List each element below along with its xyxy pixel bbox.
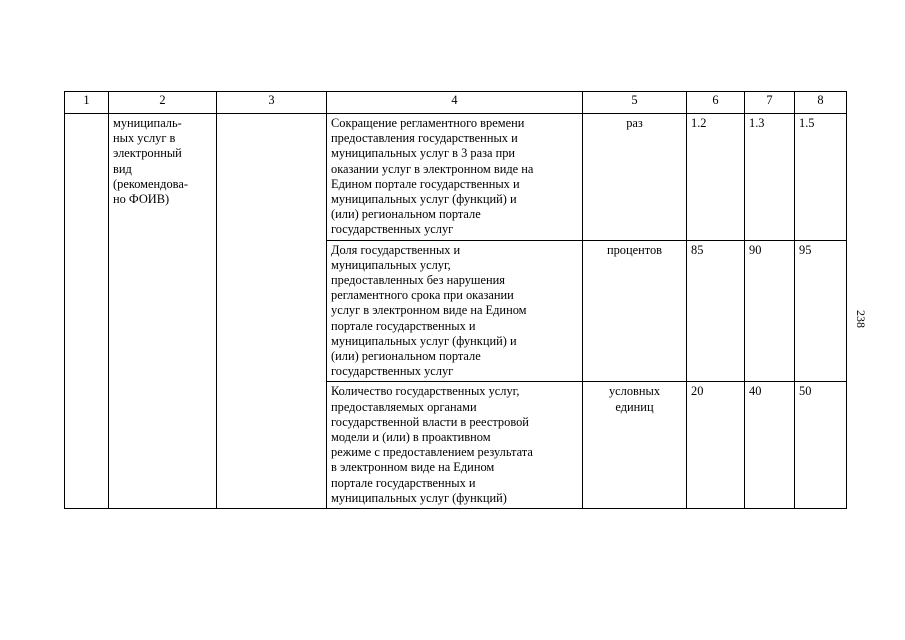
value-cell-6: 85: [687, 240, 745, 382]
header-cell-8: 8: [795, 92, 847, 114]
indicator-cell: Доля государственных и муниципальных услуг, предоставленных без нарушения регламентного срока при оказании услуг в электронном виде на Едином портале государственных и муниципальных услуг (функций) и (или) региональном портале государственных услуг: [327, 240, 583, 382]
header-cell-4: 4: [327, 92, 583, 114]
indicators-table: [64, 91, 847, 509]
header-cell-2: 2: [109, 92, 217, 114]
col3-cell: [217, 114, 327, 509]
col1-cell: [65, 114, 109, 509]
header-cell-6: 6: [687, 92, 745, 114]
value-cell-6: 1.2: [687, 114, 745, 241]
indicator-cell: Сокращение регламентного времени предоставления государственных и муниципальных услуг в 3 раза при оказании услуг в электронном виде на Едином портале государственных и муниципальных услуг (функций) и (или) региональном портале государственных услуг: [327, 114, 583, 241]
value-cell-8: 1.5: [795, 114, 847, 241]
value-cell-6: 20: [687, 382, 745, 509]
value-cell-7: 40: [745, 382, 795, 509]
unit-cell: раз: [583, 114, 687, 241]
value-cell-8: 50: [795, 382, 847, 509]
value-cell-7: 1.3: [745, 114, 795, 241]
indicator-cell: Количество государственных услуг, предоставляемых органами государственной власти в реестровой модели и (или) в проактивном режиме с предоставлением результата в электронном виде на Едином портале государственных и муниципальных услуг (функций): [327, 382, 583, 509]
header-cell-1: 1: [65, 92, 109, 114]
service-type-cell: муниципаль- ных услуг в электронный вид (рекомендова- но ФОИВ): [109, 114, 217, 509]
header-cell-3: 3: [217, 92, 327, 114]
header-cell-7: 7: [745, 92, 795, 114]
value-cell-8: 95: [795, 240, 847, 382]
header-row: [65, 92, 847, 114]
value-cell-7: 90: [745, 240, 795, 382]
header-cell-5: 5: [583, 92, 687, 114]
unit-cell: условных единиц: [583, 382, 687, 509]
unit-cell: процентов: [583, 240, 687, 382]
page-number: 238: [854, 310, 868, 328]
table-row: [65, 114, 847, 241]
